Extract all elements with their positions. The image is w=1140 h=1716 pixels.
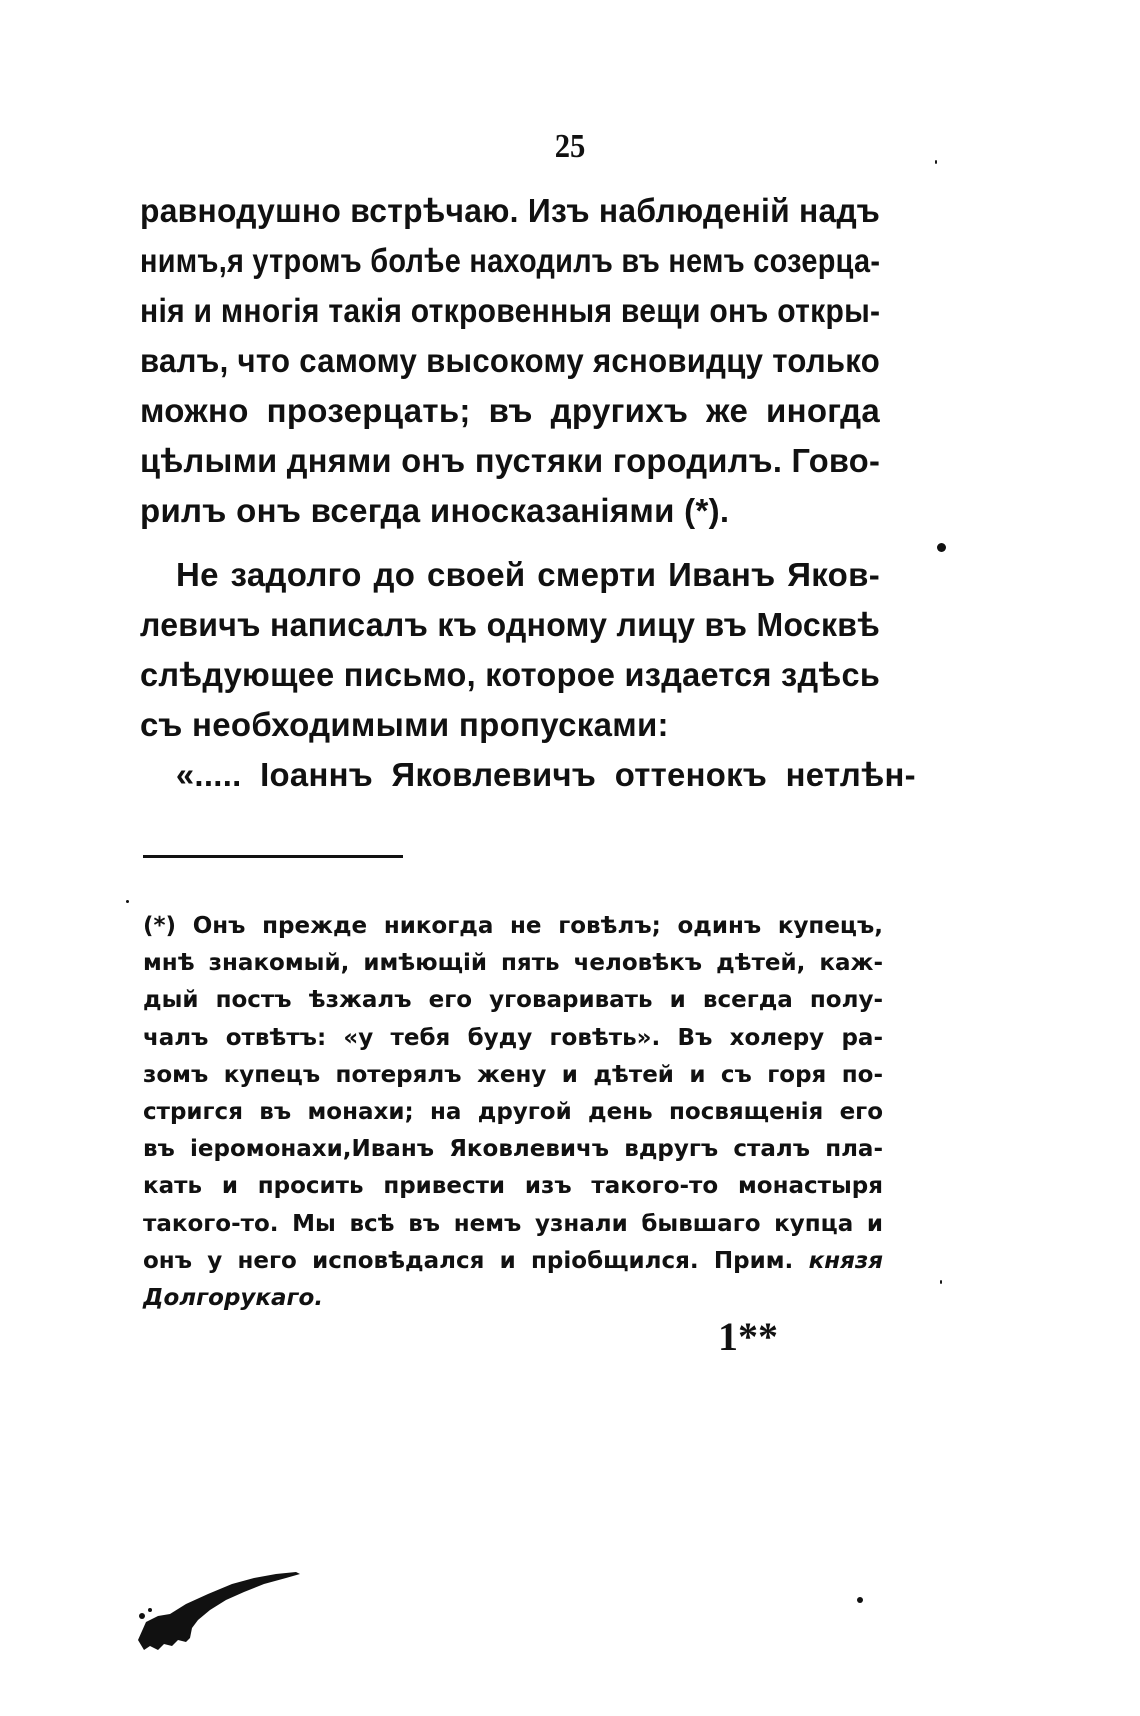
text-line: равнодушно встрѣчаю. Изъ наблюденій надъ <box>140 192 881 229</box>
scan-speck <box>935 160 937 164</box>
text-line: съ необходимыми пропусками: <box>140 706 669 743</box>
scan-speck <box>940 1280 942 1284</box>
footnote-line: онъ у него исповѣдался и пріобщился. Прим. <box>143 1247 794 1274</box>
text-line: слѣдующее письмо, которое издается здѣсь <box>140 656 881 693</box>
ink-blot <box>136 1570 306 1655</box>
scan-speck <box>937 543 946 552</box>
footnote-attribution: Долгорукаго. <box>143 1284 324 1311</box>
scan-speck <box>857 1597 863 1603</box>
text-line: цѣлыми днями онъ пустяки городилъ. Гово- <box>140 442 881 479</box>
footnote-line: стригся въ монахи; на другой день посвященія его <box>143 1098 883 1125</box>
footnote-attribution: князя <box>808 1247 883 1274</box>
text-line: «..... Іоаннъ Яковлевичъ оттенокъ нетлѣн- <box>175 756 916 793</box>
text-line: нимъ,я утромъ болѣе находилъ въ немъ созерца- <box>140 242 881 279</box>
text-line: левичъ написалъ къ одному лицу въ Москвѣ <box>140 606 881 643</box>
footnote-line: мнѣ знакомый, имѣющій пять человѣкъ дѣтей, каж- <box>143 950 883 977</box>
scan-speck <box>126 900 129 903</box>
text-line: рилъ онъ всегда иносказаніями (*). <box>140 492 730 529</box>
footnote-line: кать и просить привести изъ такого-то монастыря <box>143 1173 883 1200</box>
footnote-line: въ іеромонахи,Иванъ Яковлевичъ вдругъ сталъ пла- <box>143 1136 883 1163</box>
footnote-line: такого-то. Мы всѣ въ немъ узнали бывшаго купца и <box>143 1210 883 1237</box>
footnote-line-with-attribution <box>143 1243 883 1280</box>
page-number: 25 <box>554 128 586 165</box>
text-line: нія и многія такія откровенныя вещи онъ откры- <box>140 292 881 329</box>
footnote-line: чалъ отвѣтъ: «у тебя буду говѣть». Въ холеру ра- <box>143 1024 883 1051</box>
signature-mark: 1** <box>718 1314 778 1359</box>
footnote <box>143 908 883 1317</box>
text-line: валъ, что самому высокому ясновидцу только <box>140 342 881 379</box>
footnote-line: зомъ купецъ потерялъ жену и дѣтей и съ горя по- <box>143 1061 883 1088</box>
text-line: можно прозерцать; въ другихъ же иногда <box>140 392 880 429</box>
footnote-line: (*) Онъ прежде никогда не говѣлъ; одинъ купецъ, <box>143 913 883 939</box>
footnote-line: дый постъ ѣзжалъ его уговаривать и всегда полу- <box>143 987 883 1014</box>
main-text <box>140 186 916 800</box>
text-line: Не задолго до своей смерти Иванъ Яков- <box>176 556 880 593</box>
footnote-divider <box>143 855 403 858</box>
